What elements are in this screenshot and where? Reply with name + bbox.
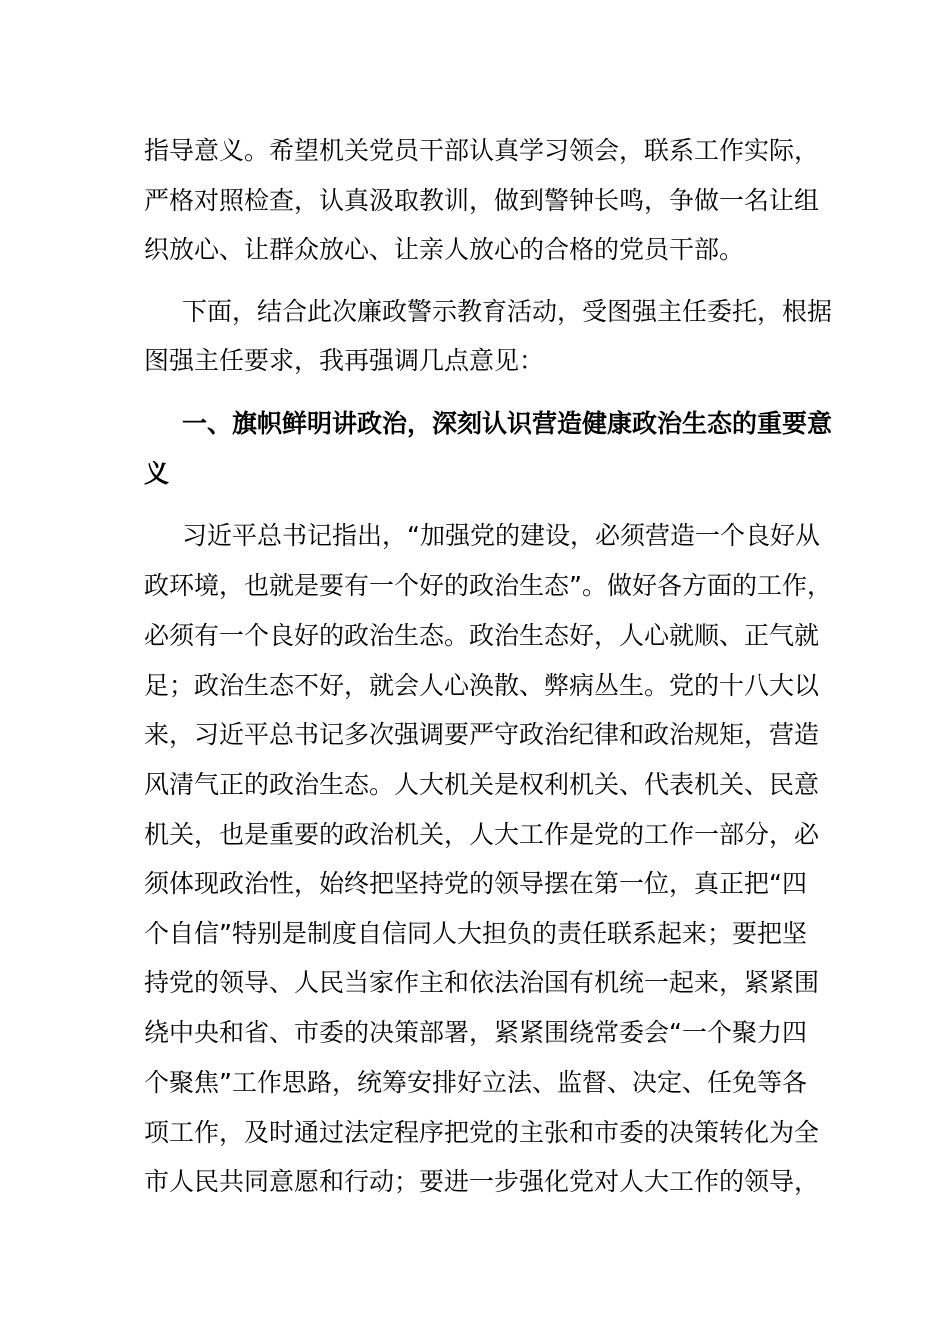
paragraph-line: 织放心、让群众放心、让亲人放心的合格的党员干部。 bbox=[144, 235, 745, 264]
paragraph-line: 指导意义。希望机关党员干部认真学习领会，联系工作实际， bbox=[144, 136, 820, 165]
paragraph-line: 风清气正的政治生态。人大机关是权利机关、代表机关、民意 bbox=[144, 770, 820, 799]
paragraph-line: 足；政治生态不好，就会人心涣散、弊病丛生。党的十八大以 bbox=[144, 671, 820, 700]
section-heading: 一、旗帜鲜明讲政治，深刻认识营造健康政治生态的重要意 bbox=[182, 409, 833, 438]
paragraph-line: 下面，结合此次廉政警示教育活动，受图强主任委托，根据 bbox=[182, 297, 833, 326]
paragraph-line: 个自信”特别是制度自信同人大担负的责任联系起来；要把坚 bbox=[144, 919, 807, 948]
paragraph-line: 必须有一个良好的政治生态。政治生态好，人心就顺、正气就 bbox=[144, 621, 820, 650]
paragraph-line: 须体现政治性，始终把坚持党的领导摆在第一位，真正把“四 bbox=[144, 869, 807, 898]
paragraph-line: 持党的领导、人民当家作主和依法治国有机统一起来，紧紧围 bbox=[144, 968, 820, 997]
paragraph-line: 个聚焦”工作思路，统筹安排好立法、监督、决定、任免等各 bbox=[144, 1068, 807, 1097]
paragraph-line: 机关，也是重要的政治机关，人大工作是党的工作一部分，必 bbox=[144, 820, 820, 849]
paragraph-line: 市人民共同意愿和行动；要进一步强化党对人大工作的领导， bbox=[144, 1167, 820, 1196]
paragraph-line: 严格对照检查，认真汲取教训，做到警钟长鸣，争做一名让组 bbox=[144, 186, 820, 215]
paragraph-line: 绕中央和省、市委的决策部署，紧紧围绕常委会“一个聚力四 bbox=[144, 1018, 807, 1047]
paragraph-line: 项工作，及时通过法定程序把党的主张和市委的决策转化为全 bbox=[144, 1118, 820, 1147]
paragraph-line: 习近平总书记指出，“加强党的建设，必须营造一个良好从 bbox=[182, 521, 820, 550]
paragraph-line: 图强主任要求，我再强调几点意见： bbox=[144, 346, 545, 375]
section-heading: 义 bbox=[144, 459, 170, 488]
paragraph-line: 来，习近平总书记多次强调要严守政治纪律和政治规矩，营造 bbox=[144, 720, 820, 749]
paragraph-line: 政环境，也就是要有一个好的政治生态”。做好各方面的工作， bbox=[144, 571, 832, 600]
